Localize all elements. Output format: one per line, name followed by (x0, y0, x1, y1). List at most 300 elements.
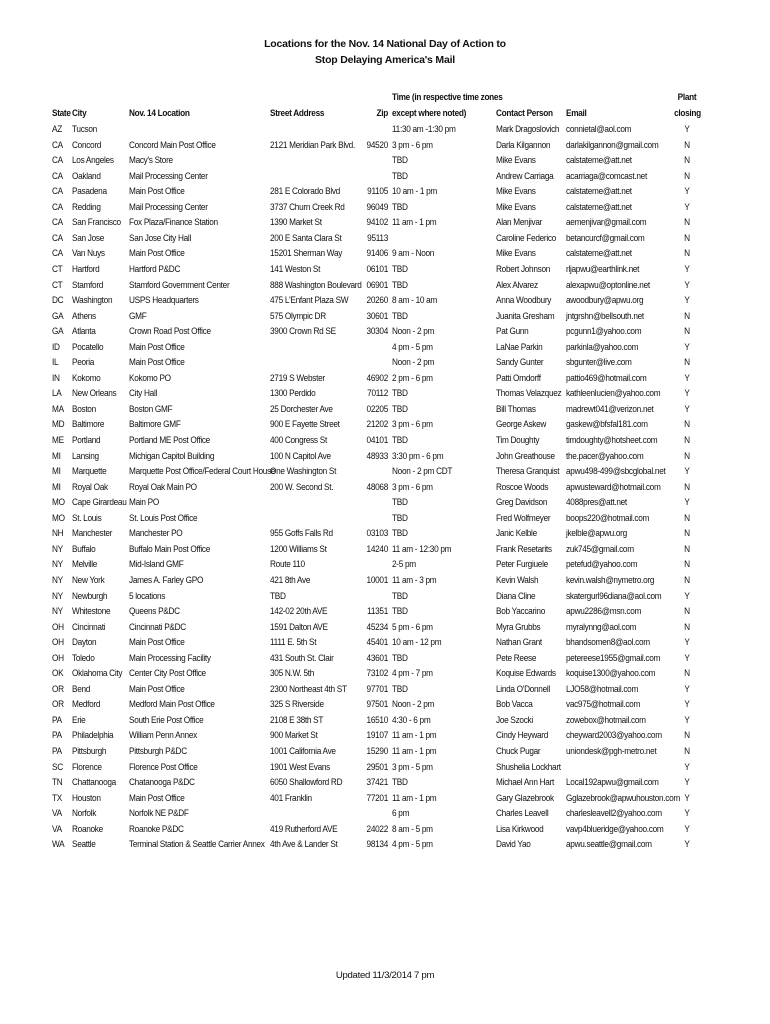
zip-cell: 03103 (366, 528, 388, 540)
street-cell: 141 Weston St (270, 263, 321, 275)
state-cell: CA (52, 201, 63, 213)
street-cell: 431 South St. Clair (270, 652, 334, 664)
state-cell: TX (52, 792, 62, 804)
city-cell: Boston (72, 403, 96, 415)
zip-cell: 97701 (366, 683, 388, 695)
city-cell: Chattanooga (72, 777, 116, 789)
email-cell: apwu.seattle@gmail.com (566, 839, 652, 851)
email-cell: jkelble@apwu.org (566, 528, 627, 540)
contact-cell: Mike Evans (496, 248, 536, 260)
email-cell: calstateme@att.net (566, 201, 632, 213)
street-cell: 2300 Northeast 4th ST (270, 683, 347, 695)
city-cell: Lansing (72, 450, 99, 462)
city-cell: Stamford (72, 279, 104, 291)
plant-closing-cell: Y (684, 823, 690, 835)
header-zip: Zip (376, 108, 388, 119)
state-cell: ME (52, 435, 64, 446)
street-cell: 305 N.W. 5th (270, 668, 315, 680)
plant-closing-cell: N (684, 139, 690, 151)
zip-cell: 48068 (366, 481, 388, 493)
plant-closing-cell: Y (684, 652, 690, 664)
contact-cell: Theresa Granquist (496, 466, 560, 478)
city-cell: Concord (72, 139, 102, 151)
plant-closing-cell: Y (684, 777, 690, 789)
contact-cell: Chuck Pugar (496, 746, 541, 757)
zip-cell: 20260 (366, 295, 388, 307)
time-cell: 11 am - 1 pm (392, 792, 437, 804)
street-cell: 888 Washington Boulevard (270, 279, 362, 291)
street-cell: 475 L'Enfant Plaza SW (270, 295, 349, 307)
city-cell: Atlanta (72, 326, 96, 338)
street-cell: Route 110 (270, 559, 305, 571)
location-cell: Main Post Office (129, 357, 185, 369)
contact-cell: Mike Evans (496, 155, 536, 167)
zip-cell: 91105 (367, 186, 388, 198)
contact-cell: Juanita Gresham (496, 310, 555, 322)
contact-cell: Myra Grubbs (496, 621, 541, 633)
time-cell: TBD (392, 497, 408, 509)
location-cell: Main Post Office (129, 341, 185, 353)
city-cell: Dayton (72, 637, 97, 649)
state-cell: TN (52, 777, 63, 789)
plant-closing-cell: Y (684, 295, 690, 307)
city-cell: Portland (72, 435, 101, 446)
zip-cell: 30601 (366, 310, 388, 322)
city-cell: San Francisco (72, 217, 121, 229)
city-cell: Toledo (72, 652, 95, 664)
zip-cell: 29501 (366, 761, 388, 773)
time-cell: TBD (392, 606, 408, 618)
city-cell: Peoria (72, 357, 95, 369)
header-time-line-1: Time (in respective time zones (392, 92, 503, 103)
email-cell: rljapwu@earthlink.net (566, 263, 640, 275)
plant-closing-cell: N (684, 730, 690, 742)
state-cell: CT (52, 279, 63, 291)
time-cell: 3 pm - 5 pm (392, 761, 433, 773)
contact-cell: Diana Cline (496, 590, 536, 602)
location-cell: Royal Oak Main PO (129, 481, 197, 493)
updated-footer: Updated 11/3/2014 7 pm (335, 970, 435, 981)
header-plant-line-2: closing (674, 108, 701, 119)
street-cell: 1300 Perdido (270, 388, 316, 400)
plant-closing-cell: Y (684, 761, 690, 773)
time-cell: 3 pm - 6 pm (392, 419, 433, 431)
street-cell: 100 N Capitol Ave (270, 450, 331, 462)
street-cell: 2121 Meridian Park Blvd. (270, 139, 355, 151)
plant-closing-cell: N (684, 450, 690, 462)
street-cell: 6050 Shallowford RD (270, 777, 343, 789)
header-location: Nov. 14 Location (129, 108, 190, 119)
zip-cell: 45234 (366, 621, 388, 633)
state-cell: MD (52, 419, 65, 431)
street-cell: 400 Congress St (270, 435, 327, 446)
state-cell: ID (52, 341, 60, 353)
plant-closing-cell: Y (684, 201, 690, 213)
zip-cell: 24022 (366, 823, 388, 835)
city-cell: Athens (72, 310, 96, 322)
city-cell: Redding (72, 201, 101, 213)
time-cell: TBD (392, 652, 408, 664)
plant-closing-cell: Y (684, 279, 690, 291)
contact-cell: George Askew (496, 419, 547, 431)
city-cell: Manchester (72, 528, 113, 540)
zip-cell: 15290 (366, 746, 388, 757)
location-cell: Macy's Store (129, 155, 173, 167)
time-cell: TBD (392, 310, 408, 322)
time-cell: Noon - 2 pm (392, 357, 435, 369)
location-cell: Main PO (129, 497, 159, 509)
email-cell: sbgunter@live.com (566, 357, 632, 369)
street-cell: 575 Olympic DR (270, 310, 326, 322)
location-cell: Roanoke P&DC (129, 823, 184, 835)
contact-cell: Patti Orndorff (496, 372, 541, 384)
document-title-line-2: Stop Delaying America's Mail (314, 54, 456, 66)
zip-cell: 91406 (366, 248, 388, 260)
email-cell: the.pacer@yahoo.com (566, 450, 644, 462)
plant-closing-cell: Y (684, 497, 690, 509)
location-cell: Portland ME Post Office (129, 435, 210, 446)
city-cell: Erie (72, 714, 86, 726)
city-cell: Oakland (72, 170, 101, 182)
location-cell: GMF (129, 310, 147, 322)
street-cell: 2108 E 38th ST (270, 714, 324, 726)
zip-cell: 21202 (366, 419, 388, 431)
city-cell: Tucson (72, 124, 97, 135)
plant-closing-cell: Y (684, 808, 690, 820)
zip-cell: 06901 (366, 279, 388, 291)
zip-cell: 06101 (366, 263, 388, 275)
city-cell: Kokomo (72, 372, 101, 384)
street-cell: 25 Dorchester Ave (270, 403, 333, 415)
street-cell: 142-02 20th AVE (270, 606, 328, 618)
state-cell: IL (52, 357, 59, 369)
state-cell: MO (52, 497, 65, 509)
time-cell: TBD (392, 263, 408, 275)
location-cell: Main Post Office (129, 683, 185, 695)
header-contact: Contact Person (496, 108, 553, 119)
location-cell: Michigan Capitol Building (129, 450, 215, 462)
state-cell: CA (52, 232, 63, 244)
time-cell: Noon - 2 pm (392, 699, 435, 711)
plant-closing-cell: N (684, 606, 690, 618)
plant-closing-cell: Y (684, 263, 690, 275)
email-cell: myralynng@aol.com (566, 621, 637, 633)
city-cell: San Jose (72, 232, 104, 244)
location-cell: Buffalo Main Post Office (129, 543, 210, 555)
state-cell: OR (52, 683, 64, 695)
contact-cell: Andrew Carriaga (496, 170, 554, 182)
time-cell: Noon - 2 pm CDT (392, 466, 453, 478)
location-cell: Boston GMF (129, 403, 173, 415)
plant-closing-cell: N (684, 326, 690, 338)
time-cell: TBD (392, 201, 408, 213)
contact-cell: Shushelia Lockhart (496, 761, 561, 773)
email-cell: darlakilgannon@gmail.com (566, 139, 659, 151)
email-cell: timdoughty@hotsheet.com (566, 435, 658, 446)
state-cell: MI (52, 466, 61, 478)
city-cell: Washington (72, 295, 113, 307)
state-cell: LA (52, 388, 62, 400)
email-cell: pcgunn1@yahoo.com (566, 326, 642, 338)
city-cell: Oklahoma City (72, 668, 123, 680)
state-cell: OH (52, 621, 64, 633)
zip-cell: 73102 (366, 668, 388, 680)
location-cell: St. Louis Post Office (129, 512, 198, 524)
city-cell: Royal Oak (72, 481, 108, 493)
contact-cell: Greg Davidson (496, 497, 548, 509)
time-cell: 9 am - Noon (392, 248, 435, 260)
email-cell: vac975@hotmail.com (566, 699, 641, 711)
location-cell: James A. Farley GPO (129, 574, 204, 586)
zip-cell: 95113 (367, 232, 388, 244)
zip-cell: 98134 (366, 839, 388, 851)
email-cell: jntgrshn@bellsouth.net (566, 310, 644, 322)
state-cell: NY (52, 543, 63, 555)
header-email: Email (566, 108, 587, 119)
plant-closing-cell: N (684, 435, 690, 446)
street-cell: 900 E Fayette Street (270, 419, 340, 431)
state-cell: CT (52, 263, 63, 275)
zip-cell: 37421 (366, 777, 388, 789)
city-cell: Melville (72, 559, 98, 571)
zip-cell: 77201 (366, 792, 388, 804)
zip-cell: 02205 (366, 403, 388, 415)
city-cell: Norfolk (72, 808, 97, 820)
contact-cell: Roscoe Woods (496, 481, 549, 493)
state-cell: MI (52, 481, 61, 493)
city-cell: Seattle (72, 839, 96, 851)
contact-cell: Bill Thomas (496, 403, 536, 415)
plant-closing-cell: N (684, 668, 690, 680)
city-cell: Van Nuys (72, 248, 105, 260)
state-cell: CA (52, 217, 63, 229)
time-cell: 8 am - 10 am (392, 295, 438, 307)
city-cell: Medford (72, 699, 101, 711)
street-cell: 15201 Sherman Way (270, 248, 343, 260)
state-cell: WA (52, 839, 65, 851)
email-cell: Local192apwu@gmail.com (566, 777, 659, 789)
street-cell: 1901 West Evans (270, 761, 331, 773)
state-cell: OH (52, 652, 64, 664)
header-city: City (72, 108, 87, 119)
street-cell: 200 W. Second St. (270, 481, 334, 493)
email-cell: calstateme@att.net (566, 248, 632, 260)
plant-closing-cell: Y (684, 388, 690, 400)
email-cell: zuk745@gmail.com (566, 543, 634, 555)
city-cell: Hartford (72, 263, 100, 275)
time-cell: 5 pm - 6 pm (392, 621, 433, 633)
city-cell: Newburgh (72, 590, 108, 602)
contact-cell: David Yao (496, 839, 531, 851)
location-cell: Manchester PO (129, 528, 183, 540)
state-cell: PA (52, 730, 62, 742)
location-cell: Hartford P&DC (129, 263, 181, 275)
state-cell: CA (52, 155, 63, 167)
plant-closing-cell: Y (684, 372, 690, 384)
plant-closing-cell: N (684, 170, 690, 182)
location-cell: 5 locations (129, 590, 166, 602)
zip-cell: 48933 (366, 450, 388, 462)
state-cell: DC (52, 295, 64, 307)
contact-cell: Pete Reese (496, 652, 537, 664)
state-cell: NY (52, 559, 63, 571)
time-cell: 2 pm - 6 pm (392, 372, 433, 384)
plant-closing-cell: N (684, 528, 690, 540)
contact-cell: John Greathouse (496, 450, 555, 462)
time-cell: 3:30 pm - 6 pm (392, 450, 444, 462)
zip-cell: 19107 (366, 730, 388, 742)
location-cell: South Erie Post Office (129, 714, 204, 726)
contact-cell: Michael Ann Hart (496, 777, 555, 789)
time-cell: TBD (392, 170, 408, 182)
email-cell: charlesleavell2@yahoo.com (566, 808, 662, 820)
location-cell: Florence Post Office (129, 761, 198, 773)
street-cell: TBD (270, 590, 286, 602)
contact-cell: Anna Woodbury (496, 295, 552, 307)
zip-cell: 94520 (366, 139, 388, 151)
location-cell: Chatanooga P&DC (129, 777, 195, 789)
contact-cell: Caroline Federico (496, 232, 557, 244)
plant-closing-cell: Y (684, 714, 690, 726)
location-cell: Stamford Government Center (129, 279, 230, 291)
time-cell: 2-5 pm (392, 559, 416, 571)
street-cell: 1111 E. 5th St (270, 637, 317, 649)
zip-cell: 97501 (366, 699, 388, 711)
location-cell: Main Post Office (129, 637, 185, 649)
location-cell: Queens P&DC (129, 606, 180, 618)
email-cell: koquise1300@yahoo.com (566, 668, 656, 680)
email-cell: kevin.walsh@nymetro.org (566, 574, 655, 586)
contact-cell: LaNae Parkin (496, 341, 543, 353)
street-cell: 2719 S Webster (270, 372, 325, 384)
plant-closing-cell: Y (684, 403, 690, 415)
city-cell: Baltimore (72, 419, 105, 431)
city-cell: New York (72, 574, 105, 586)
location-cell: Pittsburgh P&DC (129, 746, 187, 757)
plant-closing-cell: N (684, 574, 690, 586)
zip-cell: 30304 (366, 326, 388, 338)
street-cell: 1390 Market St (270, 217, 322, 229)
state-cell: CA (52, 248, 63, 260)
time-cell: TBD (392, 403, 408, 415)
location-cell: Kokomo PO (129, 372, 171, 384)
plant-closing-cell: N (684, 217, 690, 229)
location-cell: Marquette Post Office/Federal Court House (129, 466, 276, 478)
time-cell: 6 pm (392, 808, 410, 820)
street-cell: 281 E Colorado Blvd (270, 186, 340, 198)
contact-cell: Kevin Walsh (496, 574, 539, 586)
header-street: Street Address (270, 108, 325, 119)
state-cell: MA (52, 403, 64, 415)
time-cell: 8 am - 5 pm (392, 823, 433, 835)
state-cell: VA (52, 808, 62, 820)
state-cell: CA (52, 139, 63, 151)
time-cell: 3 pm - 6 pm (392, 481, 433, 493)
email-cell: LJO58@hotmail.com (566, 683, 639, 695)
plant-closing-cell: N (684, 155, 690, 167)
time-cell: TBD (392, 435, 408, 446)
state-cell: GA (52, 326, 64, 338)
contact-cell: Cindy Heyward (496, 730, 549, 742)
state-cell: NH (52, 528, 64, 540)
location-cell: Baltimore GMF (129, 419, 181, 431)
zip-cell: 43601 (366, 652, 388, 664)
contact-cell: Janic Kelble (496, 528, 537, 540)
zip-cell: 04101 (366, 435, 388, 446)
contact-cell: Tim Doughty (496, 435, 540, 446)
city-cell: Buffalo (72, 543, 96, 555)
street-cell: 955 Goffs Falls Rd (270, 528, 333, 540)
time-cell: TBD (392, 512, 408, 524)
time-cell: 11:30 am -1:30 pm (392, 124, 456, 135)
contact-cell: Robert Johnson (496, 263, 551, 275)
email-cell: aemenjivar@gmail.com (566, 217, 647, 229)
plant-closing-cell: Y (684, 124, 690, 135)
contact-cell: Koquise Edwards (496, 668, 556, 680)
zip-cell: 70112 (367, 388, 388, 400)
contact-cell: Gary Glazebrook (496, 792, 554, 804)
time-cell: TBD (392, 777, 408, 789)
plant-closing-cell: Y (684, 699, 690, 711)
city-cell: Florence (72, 761, 102, 773)
city-cell: Cincinnati (72, 621, 106, 633)
contact-cell: Sandy Gunter (496, 357, 544, 369)
city-cell: Los Angeles (72, 155, 114, 167)
state-cell: IN (52, 372, 60, 384)
plant-closing-cell: Y (684, 839, 690, 851)
plant-closing-cell: N (684, 232, 690, 244)
street-cell: 3737 Churn Creek Rd (270, 201, 345, 213)
contact-cell: Bob Yaccarino (496, 606, 545, 618)
time-cell: TBD (392, 155, 408, 167)
email-cell: apwu2286@msn.com (566, 606, 642, 618)
header-state: State (52, 108, 71, 119)
location-cell: San Jose City Hall (129, 232, 192, 244)
time-cell: 11 am - 1 pm (392, 746, 437, 757)
contact-cell: Mark Dragoslovich (496, 124, 560, 135)
time-cell: TBD (392, 683, 408, 695)
contact-cell: Thomas Velazquez (496, 388, 562, 400)
state-cell: GA (52, 310, 64, 322)
time-cell: 11 am - 3 pm (392, 574, 437, 586)
location-cell: Main Processing Facility (129, 652, 211, 664)
plant-closing-cell: N (684, 248, 690, 260)
city-cell: Philadelphia (72, 730, 114, 742)
state-cell: OR (52, 699, 64, 711)
plant-closing-cell: N (684, 543, 690, 555)
header-time-line-2: except where noted) (392, 108, 467, 119)
email-cell: cheyward2003@yahoo.com (566, 730, 662, 742)
contact-cell: Alex Alvarez (496, 279, 538, 291)
email-cell: betancurcf@gmail.com (566, 232, 645, 244)
location-cell: City Hall (129, 388, 158, 400)
plant-closing-cell: N (684, 746, 690, 757)
contact-cell: Lisa Kirkwood (496, 823, 544, 835)
email-cell: boops220@hotmail.com (566, 512, 650, 524)
city-cell: Cape Girardeau (72, 497, 127, 509)
location-cell: Mail Processing Center (129, 201, 208, 213)
email-cell: calstateme@att.net (566, 155, 632, 167)
time-cell: 4 pm - 7 pm (392, 668, 433, 680)
time-cell: 4 pm - 5 pm (392, 839, 433, 851)
location-cell: Crown Road Post Office (129, 326, 211, 338)
contact-cell: Joe Szocki (496, 714, 533, 726)
plant-closing-cell: Y (684, 186, 690, 198)
plant-closing-cell: N (684, 621, 690, 633)
email-cell: alexapwu@optonline.net (566, 279, 650, 291)
time-cell: 4 pm - 5 pm (392, 341, 433, 353)
contact-cell: Nathan Grant (496, 637, 542, 649)
